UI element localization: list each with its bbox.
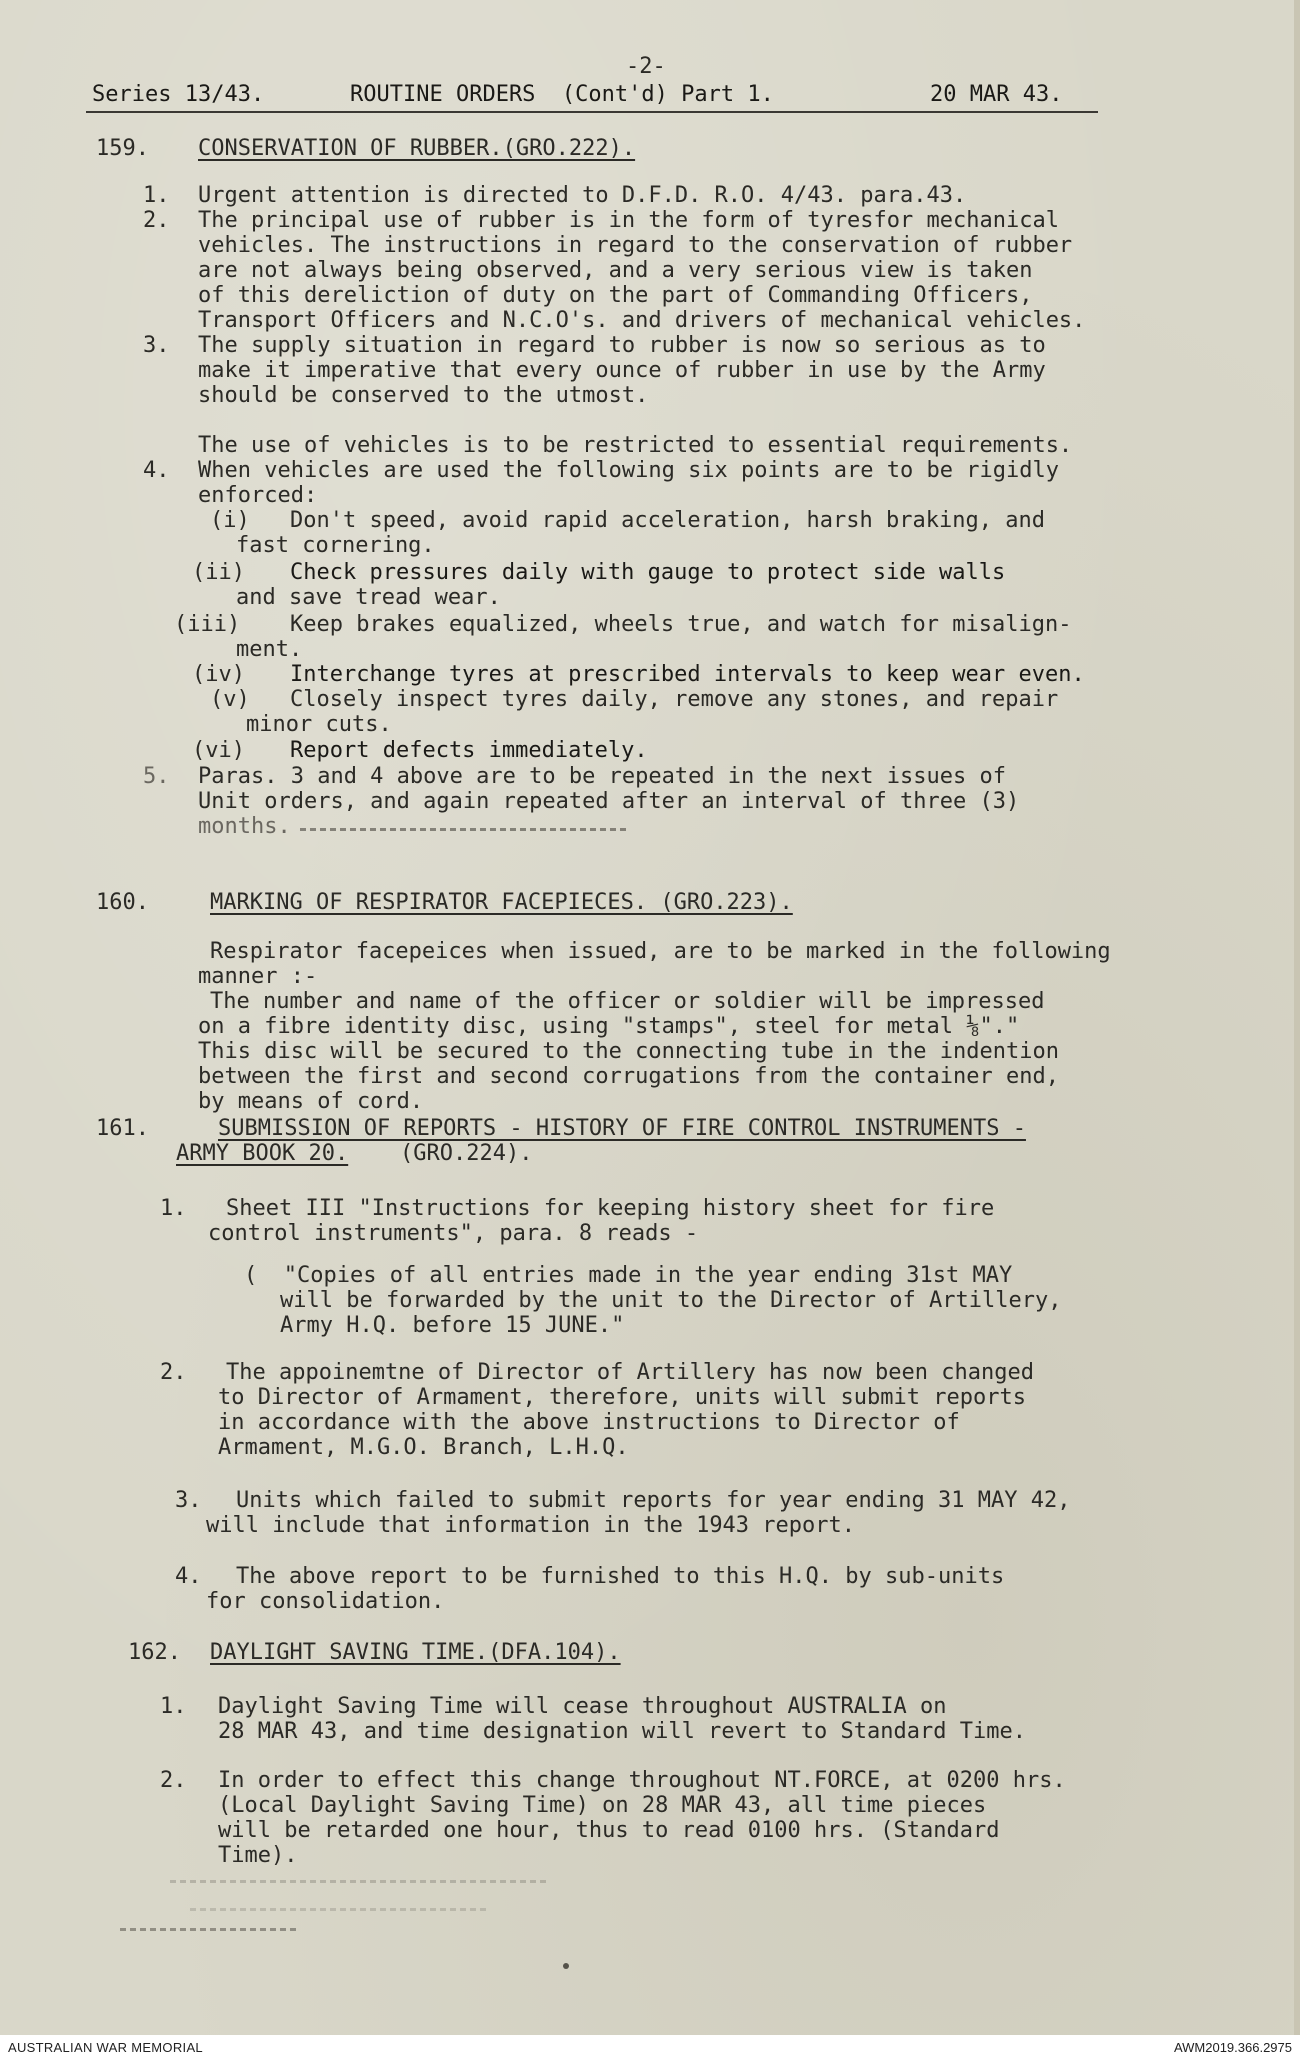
section-161-para-1-number: 1. — [160, 1196, 187, 1221]
point-iii-line: Keep brakes equalized, wheels true, and watch for misalign- — [290, 612, 1072, 637]
section-160-line: on a fibre identity disc, using "stamps", steel for metal ⅛"." — [198, 1014, 1020, 1039]
point-v-line: Closely inspect tyres daily, remove any stones, and repair — [290, 687, 1059, 712]
section-159-para-5-line: Unit orders, and again repeated after an interval of three (3) — [198, 789, 1020, 814]
document-date: 20 MAR 43. — [930, 82, 1063, 107]
section-160-line: manner :- — [198, 964, 318, 989]
section-159-para-4-line: enforced: — [198, 483, 318, 508]
document-title: ROUTINE ORDERS (Cont'd) Part 1. — [350, 82, 774, 107]
section-159-para-2-line: vehicles. The instructions in regard to the conservation of rubber — [198, 233, 1073, 258]
point-vi-number: (vi) — [192, 738, 245, 763]
section-160-number: 160. — [96, 890, 149, 915]
section-161-para-2-line: to Director of Armament, therefore, units will submit reports — [218, 1385, 1026, 1410]
section-159-number: 159. — [96, 136, 149, 161]
faded-ink-mark — [190, 1908, 490, 1911]
section-159-para-1: Urgent attention is directed to D.F.D. R.O. 4/43. para.43. — [198, 183, 967, 208]
section-162-para-2-line: (Local Daylight Saving Time) on 28 MAR 43, all time pieces — [218, 1793, 987, 1818]
section-162-heading: DAYLIGHT SAVING TIME.(DFA.104). — [210, 1640, 621, 1665]
point-ii-line: Check pressures daily with gauge to protect side walls — [290, 560, 1006, 585]
section-161-para-2-number: 2. — [160, 1360, 187, 1385]
section-161-para-4-line: for consolidation. — [206, 1589, 445, 1614]
section-161-heading-line-1: SUBMISSION OF REPORTS - HISTORY OF FIRE CONTROL INSTRUMENTS - — [218, 1116, 1026, 1141]
section-159-para-2-line: are not always being observed, and a very serious view is taken — [198, 258, 1033, 283]
footer-accession-number: AWM2019.366.2975 — [1173, 2040, 1292, 2055]
section-159-para-5-line: Paras. 3 and 4 above are to be repeated in the next issues of — [198, 764, 1006, 789]
section-159-para-5-line: months. — [198, 814, 291, 839]
section-160-line: Respirator facepeices when issued, are to be marked in the following — [210, 939, 1111, 964]
section-160-line: The number and name of the officer or soldier will be impressed — [210, 989, 1045, 1014]
section-159-vehicle-restriction: The use of vehicles is to be restricted to essential requirements. — [198, 433, 1073, 458]
scribble-mark — [300, 828, 630, 831]
section-160-line: by means of cord. — [198, 1089, 424, 1114]
section-159-para-2-number: 2. — [143, 208, 170, 233]
section-161-para-4-number: 4. — [175, 1564, 202, 1589]
section-160-heading: MARKING OF RESPIRATOR FACEPIECES. (GRO.223). — [210, 890, 793, 915]
point-ii-number: (ii) — [192, 560, 245, 585]
page-number: -2- — [626, 54, 666, 79]
point-iv-number: (iv) — [192, 662, 245, 687]
section-162-para-1-line: 28 MAR 43, and time designation will revert to Standard Time. — [218, 1719, 1026, 1744]
section-162-para-1-number: 1. — [160, 1694, 187, 1719]
section-161-number: 161. — [96, 1116, 149, 1141]
section-159-para-2-line: Transport Officers and N.C.O's. and drivers of mechanical vehicles. — [198, 308, 1086, 333]
section-161-para-2-line: Armament, M.G.O. Branch, L.H.Q. — [218, 1435, 629, 1460]
section-159-para-3-number: 3. — [143, 333, 170, 358]
section-159-para-3-line: make it imperative that every ounce of rubber in use by the Army — [198, 358, 1046, 383]
section-162-para-2-line: In order to effect this change throughout NT.FORCE, at 0200 hrs. — [218, 1768, 1066, 1793]
point-v-line: minor cuts. — [246, 712, 392, 737]
section-159-para-3-line: should be conserved to the utmost. — [198, 383, 649, 408]
section-161-para-3-number: 3. — [175, 1488, 202, 1513]
section-161-para-4-line: The above report to be furnished to this H.Q. by sub-units — [236, 1564, 1005, 1589]
header-rule — [86, 111, 1098, 113]
point-i-line: fast cornering. — [236, 533, 435, 558]
series-number: Series 13/43. — [92, 82, 265, 107]
section-161-para-3-line: will include that information in the 1943 report. — [206, 1513, 856, 1538]
point-i-line: Don't speed, avoid rapid acceleration, harsh braking, and — [290, 508, 1045, 533]
section-162-number: 162. — [128, 1640, 181, 1665]
point-i-number: (i) — [210, 508, 250, 533]
section-162-para-2-line: Time). — [218, 1843, 298, 1868]
point-iii-line: ment. — [236, 637, 303, 662]
section-161-para-1-line: Sheet III "Instructions for keeping history sheet for fire — [226, 1196, 995, 1221]
quotation-line: Army H.Q. before 15 JUNE." — [280, 1313, 625, 1338]
section-162-para-2-line: will be retarded one hour, thus to read 0100 hrs. (Standard — [218, 1818, 1000, 1843]
point-iv-line: Interchange tyres at prescribed intervals to keep wear even. — [290, 662, 1085, 687]
section-161-para-2-line: in accordance with the above instructions to Director of — [218, 1410, 960, 1435]
section-161-para-2-line: The appoinemtne of Director of Artillery has now been changed — [226, 1360, 1034, 1385]
point-iii-number: (iii) — [174, 612, 241, 637]
section-159-para-4-number: 4. — [143, 458, 170, 483]
section-161-heading-line-2: ARMY BOOK 20. — [176, 1141, 349, 1166]
point-vi-line: Report defects immediately. — [290, 738, 648, 763]
section-159-para-4-line: When vehicles are used the following six points are to be rigidly — [198, 458, 1059, 483]
quotation-line: will be forwarded by the unit to the Director of Artillery, — [280, 1288, 1062, 1313]
section-159-para-5-number: 5. — [143, 764, 170, 789]
section-160-line: This disc will be secured to the connecting tube in the indention — [198, 1039, 1059, 1064]
point-ii-line: and save tread wear. — [236, 585, 501, 610]
section-162-para-2-number: 2. — [160, 1768, 187, 1793]
section-159-para-1-number: 1. — [143, 183, 170, 208]
section-161-para-3-line: Units which failed to submit reports for year ending 31 MAY 42, — [236, 1488, 1071, 1513]
ink-mark — [120, 1928, 300, 1931]
section-160-line: between the first and second corrugations from the container end, — [198, 1064, 1059, 1089]
section-159-para-3-line: The supply situation in regard to rubber is now so serious as to — [198, 333, 1046, 358]
section-161-heading-reference: (GRO.224). — [400, 1141, 533, 1166]
footer-institution: AUSTRALIAN WAR MEMORIAL — [8, 2040, 203, 2055]
faded-ink-mark — [170, 1880, 550, 1883]
section-159-para-2-line: The principal use of rubber is in the form of tyresfor mechanical — [198, 208, 1059, 233]
section-159-heading: CONSERVATION OF RUBBER.(GRO.222). — [198, 136, 636, 161]
archive-footer — [0, 2035, 1300, 2061]
quotation-line: ( "Copies of all entries made in the year ending 31st MAY — [244, 1263, 1013, 1288]
section-161-para-1-line: control instruments", para. 8 reads - — [208, 1221, 699, 1246]
section-159-para-2-line: of this dereliction of duty on the part of Commanding Officers, — [198, 283, 1033, 308]
point-v-number: (v) — [210, 687, 250, 712]
section-162-para-1-line: Daylight Saving Time will cease throughout AUSTRALIA on — [218, 1694, 947, 1719]
punch-mark — [563, 1963, 569, 1969]
